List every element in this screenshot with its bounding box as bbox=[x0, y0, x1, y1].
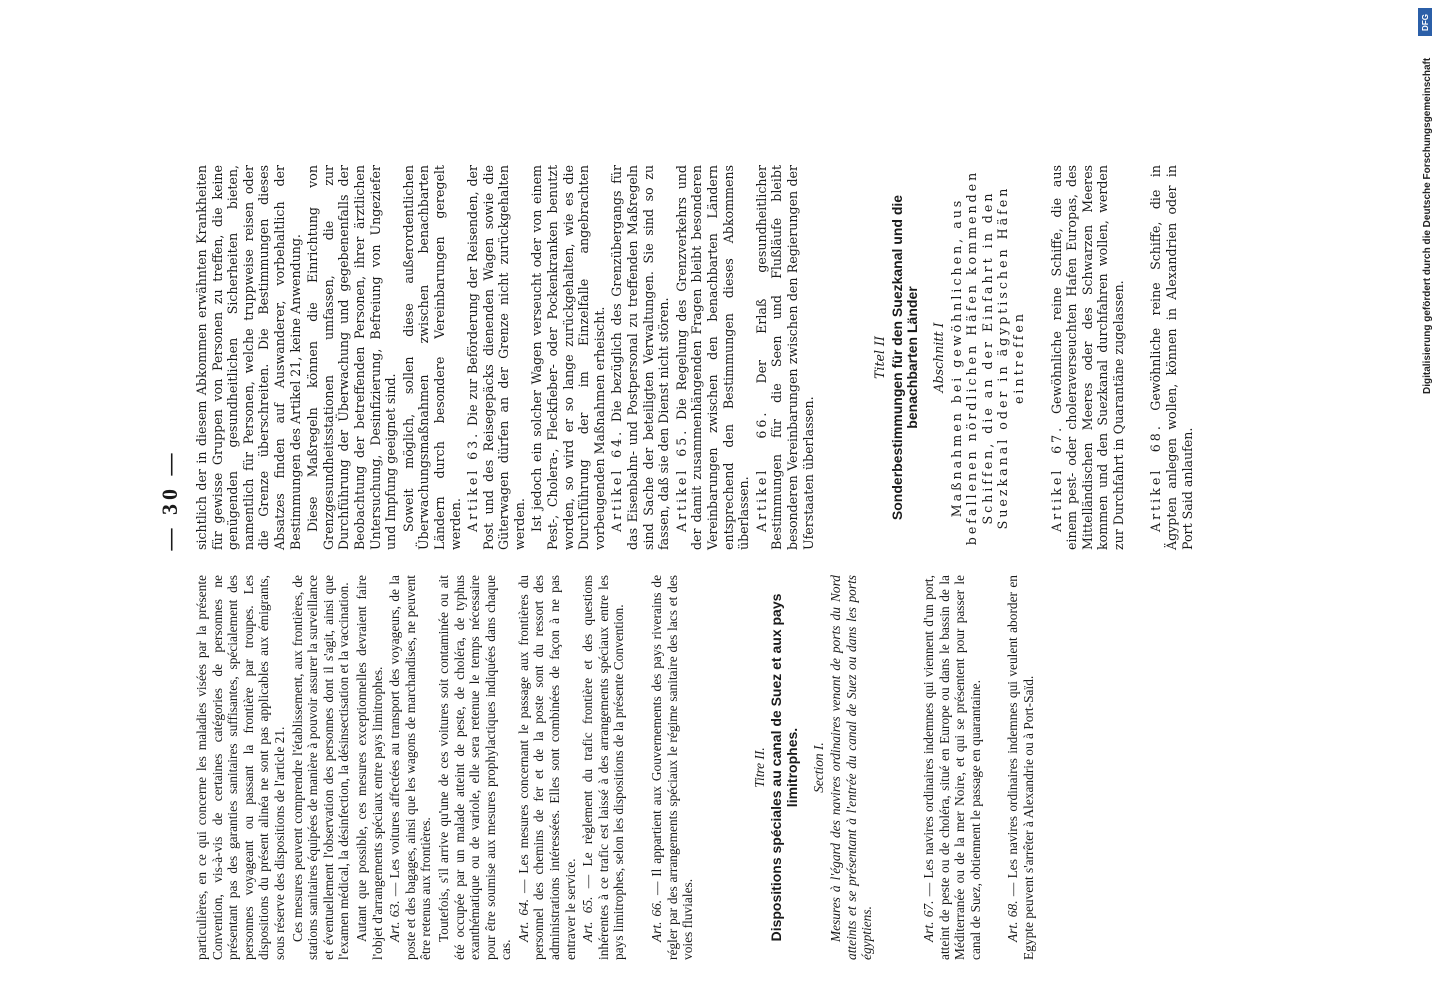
fr-paragraph bbox=[387, 575, 434, 960]
paragraph-text: Ces mesures peuvent comprendre l'établissement, aux frontières, de stations sanitaires équipées de manière à pouvoir assurer la surveillance et éventuellement l'observation des personnes dont il s'agit, ainsi que l'examen médical, la désinfection, la désinsectisation et la vaccination. bbox=[289, 575, 352, 960]
dfg-logo bbox=[1418, 8, 1432, 36]
de-paragraph bbox=[401, 165, 463, 550]
fr-paragraph bbox=[921, 575, 983, 960]
de-heading: Sonderbestimmungen für den Suezkanal und die benachbarten Länder bbox=[888, 194, 921, 521]
article-label: Art. 65. bbox=[580, 896, 596, 942]
article-label: Artikel 67. bbox=[1048, 424, 1064, 532]
paragraph-text: — Les navires ordinaires indemnes qui viennent d'un port, atteint de peste ou de choléra, situé en Europe ou dans le bassin de la Méditerranée ou de la mer Noire, et qui se présentent pour passer le canal de Suez, obtiennent le passage en quarantaine. bbox=[920, 574, 983, 960]
article-label: Art. 68. bbox=[1005, 900, 1021, 942]
spacer bbox=[985, 575, 1005, 960]
fr-section-title: Titre II. bbox=[751, 747, 767, 788]
article-label: Artikel 63. bbox=[465, 430, 481, 532]
paragraph-text: Toutefois, s'il arrive qu'une de ces voitures soit contaminée ou ait été occupée par un malade atteint de peste, de choléra, de typhus exanthématique ou de variole, elle sera retenue le temps nécessaire pour être soumise aux mesures prophylactiques indiquées dans chaque cas. bbox=[435, 575, 514, 960]
paragraph-text: — Les voitures affectées au transport des voyageurs, de la poste et des bagages, ainsi que les wagons de marchandises, ne peuvent être retenus aux frontières. bbox=[387, 575, 434, 960]
paragraph-text: Die Regelung des Grenzverkehrs und der damit zusammenhängenden Fragen bleibt besonderen Vereinbarungen zwischen den benachbarten Ländern entsprechend den Bestimmungen dieses Abkommens überlassen. bbox=[673, 165, 752, 550]
de-paragraph bbox=[529, 165, 607, 550]
paragraph-text: Die bezüglich des Grenzübergangs für das Eisenbahn- und Postpersonal zu treffenden Maßregeln sind Sache der beteiligten Verwaltungen. Sie sind so zu fassen, daß sie den Dienst nicht stören. bbox=[609, 165, 672, 550]
spacer bbox=[698, 575, 742, 960]
paragraph-text: Gewöhnliche reine Schiffe, die in Ägypten anlegen wollen, können in Alexandrien oder in Port Said anlaufen. bbox=[1148, 165, 1195, 550]
fr-heading: Dispositions spéciales au canal de Suez et aux pays limitrophes. bbox=[768, 593, 800, 942]
article-label: Art. 66. bbox=[649, 899, 665, 942]
paragraph-text: Soweit möglich, sollen diese außerordentlichen Überwachungsmaßnahmen zwischen benachbarten Ländern durch besondere Vereinbarungen geregelt werden. bbox=[400, 165, 463, 550]
fr-paragraph bbox=[290, 575, 352, 960]
german-column bbox=[194, 165, 1197, 550]
de-paragraph bbox=[1049, 165, 1127, 550]
page-number: — 30 — bbox=[157, 449, 182, 551]
article-label: Artikel 64. bbox=[609, 428, 625, 532]
de-paragraph bbox=[674, 165, 752, 550]
paragraph-text: Maßnahmen bei gewöhnlichen, aus befallenen nördlichen Häfen kommenden Schiffen, die an der Einfahrt in den Suezkanal oder in ägyptischen Häfen eintreffen bbox=[948, 169, 1026, 546]
paragraph-text: particulières, en ce qui concerne les maladies visées par la présente Convention, vis-à-vis de certaines catégories de personnes ne présentant pas des garanties sanitaires suffisantes, spécialement des personnes voyageant ou passant la frontière par troupes. Les dispositions du présent alinéa ne sont pas applicables aux émigrants, sous réserve des dispositions de l'article 21. bbox=[194, 575, 287, 960]
de-paragraph bbox=[1148, 165, 1195, 550]
de-paragraph bbox=[609, 165, 671, 550]
spacer bbox=[1128, 165, 1148, 550]
paragraph-text: Die zur Beförderung der Reisenden, der Post und des Reisegepäcks dienenden Wagen sowie die Güterwagen dürfen an der Grenze nicht zurückgehalten werden. bbox=[465, 165, 527, 550]
article-label: Art. 67. bbox=[920, 900, 936, 942]
article-label: Artikel 68. bbox=[1148, 423, 1164, 532]
de-section-title: Abschnitt I bbox=[930, 322, 946, 393]
article-label: Artikel 66. bbox=[753, 409, 769, 532]
de-section-title: Titel II bbox=[872, 336, 888, 379]
paragraph-text: — Il appartient aux Gouvernements des pays riverains de régler par des arrangements spéciaux le régime sanitaire des lacs et des voies fluviales. bbox=[649, 574, 696, 960]
article-label: Artikel 65. bbox=[673, 427, 689, 532]
paragraph-text: Autant que possible, ces mesures exceptionnelles devraient faire l'objet d'arrangements spéciaux entre pays limitrophes. bbox=[353, 575, 385, 960]
article-label: Art. 63. bbox=[387, 900, 403, 942]
paragraph-text: sichtlich der in diesem Abkommen erwähnten Krankheiten für gewisse Gruppen von Personen zu treffen, die keine genügenden gesundheitlichen Sicherheiten bieten, namentlich für Personen, welche truppweise reisen oder die Grenze überschreiten. Die Bestimmungen dieses Absatzes finden auf Auswanderer, vorbehaltlich der Bestimmungen des Artikel 21, keine Anwendung. bbox=[194, 165, 303, 550]
footer-strip bbox=[1400, 0, 1433, 1000]
spacer bbox=[629, 575, 649, 960]
de-paragraph bbox=[754, 165, 816, 550]
paragraph-text: Diese Maßregeln können die Einrichtung von Grenzgesundheitsstationen umfassen, die zur Durchführung der Überwachung und gegebenenfalls der Beobachtung der betreffenden Personen, ihrer ärztlichen Untersuchung, Desinfizierung, Befreiung von Ungeziefer und Impfung geeignet sind. bbox=[305, 165, 399, 550]
fr-section-title: Section I. bbox=[810, 742, 826, 793]
dfg-logo-text: DFG bbox=[1420, 13, 1430, 31]
fr-paragraph bbox=[436, 575, 514, 960]
fr-paragraph bbox=[516, 575, 578, 960]
de-paragraph bbox=[465, 165, 527, 550]
fr-paragraph bbox=[194, 575, 288, 960]
fr-paragraph bbox=[1005, 575, 1036, 960]
de-paragraph bbox=[194, 165, 303, 550]
paragraph-text: Der Erlaß gesundheitlicher Bestimmungen für die Seen und Flußläufe bleibt besonderen Vereinbarungen zwischen den Regierungen der Uferstaaten überlassen. bbox=[753, 165, 816, 550]
fr-paragraph bbox=[580, 575, 627, 960]
paragraph-text: Mesures à l'égard des navires ordinaires venant de ports du Nord atteints et se présentant à l'entrée du canal de Suez ou dans les ports égyptiens. bbox=[828, 575, 875, 960]
de-paragraph bbox=[949, 165, 1027, 550]
digitization-credit: Digitalisierung gefördert durch die Deutsche Forschungsgemeinschaft bbox=[1422, 57, 1433, 394]
rotated-sheet bbox=[150, 0, 1434, 1000]
spacer bbox=[877, 575, 921, 960]
paragraph-text: — Les mesures concernant le passage aux frontières du personnel des chemins de fer et de la poste sont du ressort des administrations intéressées. Elles sont combinées de façon à ne pas entraver le service. bbox=[515, 575, 578, 960]
fr-paragraph bbox=[649, 575, 696, 960]
paragraph-text: Gewöhnliche reine Schiffe, die aus einem pest- oder choleraverseuchten Hafen Europas, des Mittelländischen Meeres oder des Schwarzen Meeres kommen und den Suezkanal durchfahren wollen, werden zur Durchfahrt in Quarantäne zugelassen. bbox=[1048, 165, 1126, 550]
article-label: Art. 64. bbox=[515, 898, 531, 942]
de-paragraph bbox=[305, 165, 399, 550]
fr-paragraph bbox=[354, 575, 385, 960]
french-column bbox=[194, 575, 1039, 960]
paragraph-text: — Les navires ordinaires indemnes qui veulent aborder en Egypte peuvent s'arrêter à Alexandrie ou à Port-Saïd. bbox=[1005, 575, 1036, 960]
spacer bbox=[1029, 165, 1049, 550]
spacer bbox=[818, 165, 862, 550]
paragraph-text: Ist jedoch ein solcher Wagen verseucht oder von einem Pest-, Cholera-, Fleckfieber- oder Pockenkranken benutzt worden, so wird er so lange zurückgehalten, wie es die Durchführung der im Einzelfalle angebrachten vorbeugenden Maßnahmen erheischt. bbox=[529, 165, 607, 550]
fr-paragraph bbox=[828, 575, 875, 960]
paragraph-text: — Le règlement du trafic frontière et des questions inhérentes à ce trafic est laissé à des arrangements spéciaux entre les pays limitrophes, selon les dispositions de la présente Convention. bbox=[580, 574, 627, 960]
